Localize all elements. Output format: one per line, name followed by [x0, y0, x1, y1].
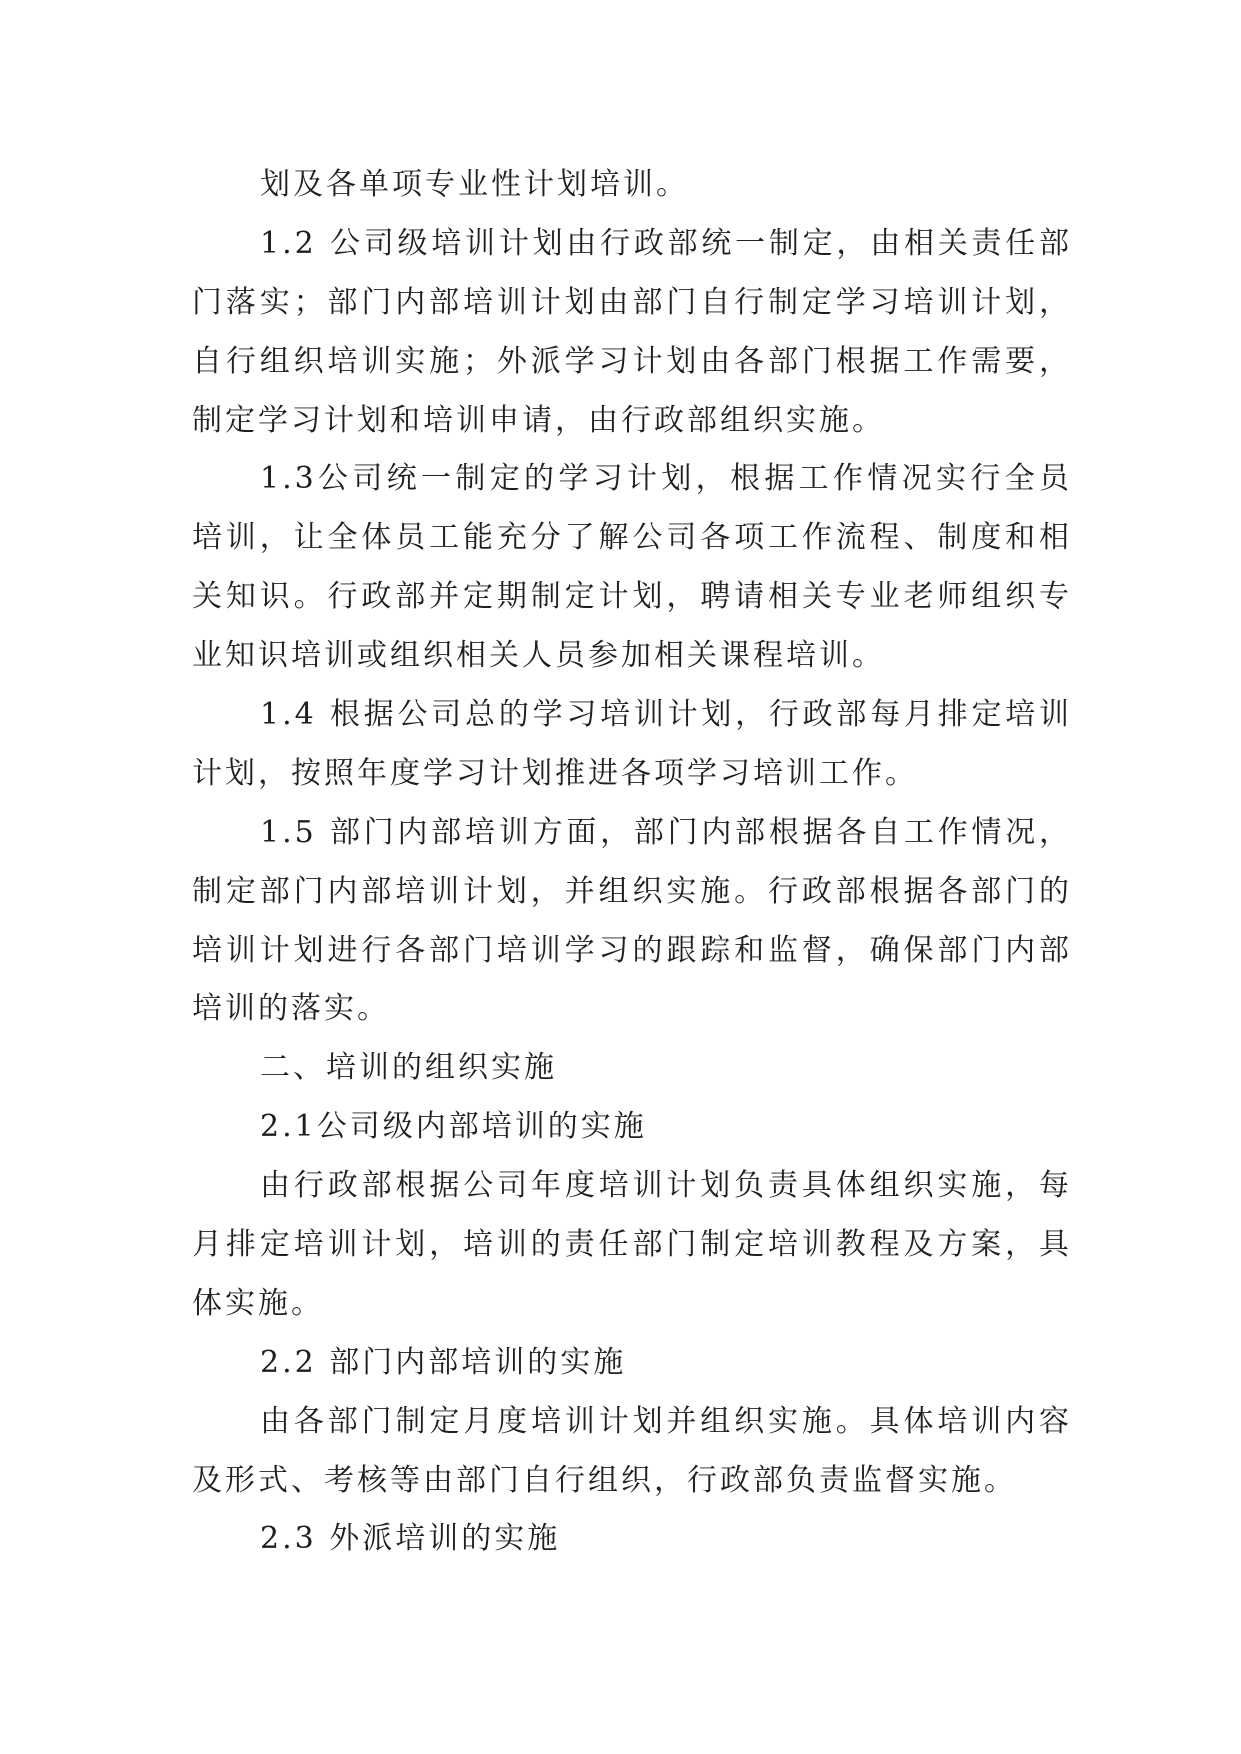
paragraph: [192, 450, 1072, 686]
text-line: 关知识。行政部并定期制定计划，聘请相关专业老师组织专: [192, 579, 1072, 615]
text-line: 制定学习计划和培训申请，由行政部组织实施。: [192, 402, 885, 438]
subsection-heading: [192, 1334, 1072, 1393]
text-line: 业知识培训或组织相关人员参加相关课程培训。: [192, 638, 885, 674]
text-line: 月排定培训计划，培训的责任部门制定培训教程及方案，具: [192, 1227, 1072, 1263]
text-line: 计划，按照年度学习计划推进各项学习培训工作。: [192, 755, 918, 791]
text-line: 制定部门内部培训计划，并组织实施。行政部根据各部门的: [192, 873, 1072, 909]
paragraph: [192, 215, 1072, 451]
paragraph: [192, 804, 1072, 1040]
text-line: 1.2 公司级培训计划由行政部统一制定，由相关责任部: [260, 225, 1072, 261]
text-line: 1.4 根据公司总的学习培训计划，行政部每月排定培训: [260, 697, 1072, 733]
text-line: 二、培训的组织实施: [260, 1050, 557, 1086]
section-heading: [192, 1039, 1072, 1098]
text-line: 由行政部根据公司年度培训计划负责具体组织实施，每: [260, 1168, 1072, 1204]
text-line: 体实施。: [192, 1285, 324, 1321]
text-line: 1.3公司统一制定的学习计划，根据工作情况实行全员: [260, 461, 1072, 497]
text-line: 及形式、考核等由部门自行组织，行政部负责监督实施。: [192, 1462, 1017, 1498]
text-line: 培训的落实。: [192, 991, 390, 1027]
text-line: 2.3 外派培训的实施: [260, 1521, 561, 1557]
text-line: 2.2 部门内部培训的实施: [260, 1344, 627, 1380]
subsection-heading: [192, 1098, 1072, 1157]
text-line: 门落实；部门内部培训计划由部门自行制定学习培训计划，: [192, 284, 1072, 320]
text-line: 2.1公司级内部培训的实施: [260, 1109, 647, 1145]
text-line: 培训，让全体员工能充分了解公司各项工作流程、制度和相: [192, 520, 1072, 556]
paragraph: [192, 1157, 1072, 1334]
text-line: 划及各单项专业性计划培训。: [260, 167, 689, 202]
text-line: 自行组织培训实施；外派学习计划由各部门根据工作需要，: [192, 343, 1072, 379]
paragraph: [192, 686, 1072, 804]
text-line: 1.5 部门内部培训方面，部门内部根据各自工作情况，: [260, 814, 1072, 850]
paragraph: [192, 156, 1072, 215]
document-body: [192, 156, 1072, 1569]
paragraph: [192, 1393, 1072, 1511]
subsection-heading: [192, 1510, 1072, 1569]
text-line: 由各部门制定月度培训计划并组织实施。具体培训内容: [260, 1403, 1072, 1439]
text-line: 培训计划进行各部门培训学习的跟踪和监督，确保部门内部: [192, 932, 1072, 968]
